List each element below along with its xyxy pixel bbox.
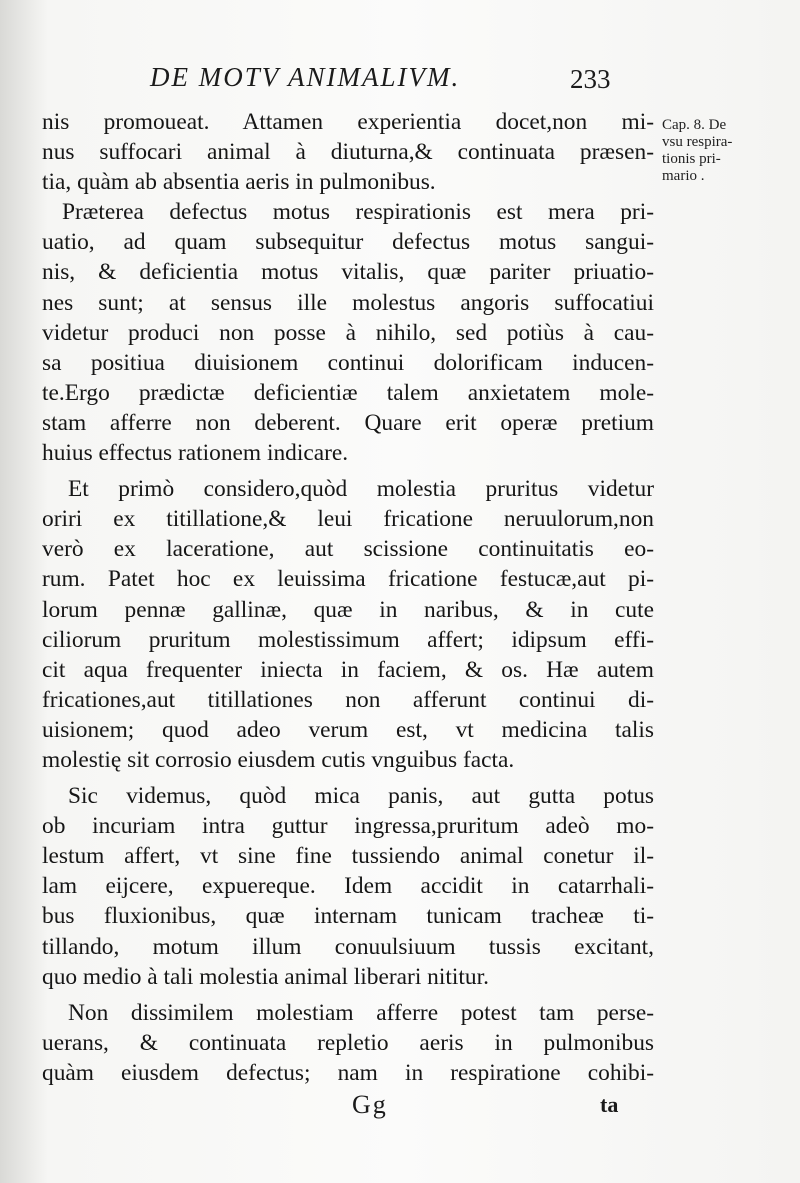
text-line: huius effectus rationem indicare. bbox=[42, 440, 349, 467]
text-line: quo medio à tali molestia animal liberari nititur. bbox=[42, 963, 489, 990]
text-line: cit aqua frequenter iniecta in faciem, & os. Hæ autem bbox=[42, 656, 654, 683]
text-line: bus fluxionibus, quæ internam tunicam tracheæ ti- bbox=[42, 903, 654, 930]
text-line: sa positiua diuisionem continui dolorificam inducen- bbox=[42, 349, 654, 376]
page-number: 233 bbox=[570, 64, 611, 94]
text-line: tillando, motum illum conuulsiuum tussis excitant, bbox=[42, 933, 654, 960]
marginal-note bbox=[662, 117, 792, 185]
text-line: uatio, ad quam subsequitur defectus motus sangui- bbox=[42, 229, 654, 256]
body-text bbox=[42, 107, 654, 1088]
text-line: stam afferre non deberent. Quare erit operæ pretium bbox=[42, 409, 654, 436]
text-line: oriri ex titillatione,& leui fricatione neruulorum,non bbox=[42, 506, 654, 533]
text-line: uerans, & continuata repletio aeris in pulmonibus bbox=[42, 1029, 654, 1056]
text-line: lam eijcere, expuereque. Idem accidit in catarrhali- bbox=[42, 873, 654, 900]
text-line: molestię sit corrosio eiusdem cutis vnguibus facta. bbox=[42, 746, 515, 773]
marginal-note-line: mario . bbox=[662, 168, 705, 184]
text-line: quàm eiusdem defectus; nam in respiratione cohibi- bbox=[42, 1059, 654, 1086]
text-line: fricationes,aut titillationes non afferunt continui di- bbox=[42, 686, 654, 713]
running-title: DE MOTV ANIMALIVM. bbox=[150, 62, 461, 92]
catchword: ta bbox=[600, 1092, 619, 1117]
text-line: ciliorum pruritum molestissimum affert; idipsum effi- bbox=[42, 626, 654, 653]
text-line: lorum pennæ gallinæ, quæ in naribus, & in cute bbox=[42, 596, 654, 623]
signature-mark: Gg bbox=[352, 1090, 388, 1119]
text-line: Non dissimilem molestiam afferre potest tam perse- bbox=[68, 999, 654, 1026]
text-line: nis, & deficientia motus vitalis, quæ pariter priuatio- bbox=[42, 259, 654, 286]
marginal-note-line: vsu respira- bbox=[662, 134, 733, 150]
text-line: Sic videmus, quòd mica panis, aut gutta potus bbox=[68, 783, 654, 810]
text-line: Præterea defectus motus respirationis est mera pri- bbox=[62, 199, 654, 226]
text-line: Et primò considero,quòd molestia pruritus videtur bbox=[68, 476, 654, 503]
text-line: nis promoueat. Attamen experientia docet,non mi- bbox=[42, 109, 654, 135]
text-line: uisionem; quod adeo verum est, vt medicina talis bbox=[42, 716, 654, 743]
text-line: lestum affert, vt sine fine tussiendo animal conetur il- bbox=[42, 843, 654, 870]
text-line: nes sunt; at sensus ille molestus angoris suffocatiui bbox=[42, 289, 654, 316]
text-line: verò ex laceratione, aut scissione continuitatis eo- bbox=[42, 536, 654, 563]
text-line: ob incuriam intra guttur ingressa,pruritum adeò mo- bbox=[42, 813, 654, 840]
text-line: te.Ergo prædictæ deficientiæ talem anxietatem mole- bbox=[42, 379, 654, 406]
text-line: nus suffocari animal à diuturna,& continuata præsen- bbox=[42, 139, 654, 166]
text-line: tia, quàm ab absentia aeris in pulmonibus. bbox=[42, 169, 436, 196]
marginal-note-line: Cap. 8. De bbox=[662, 117, 727, 133]
text-line: videtur produci non posse à nihilo, sed potiùs à cau- bbox=[42, 319, 654, 346]
text-line: rum. Patet hoc ex leuissima fricatione festucæ,aut pi- bbox=[42, 566, 654, 593]
marginal-note-line: tionis pri- bbox=[662, 151, 721, 167]
